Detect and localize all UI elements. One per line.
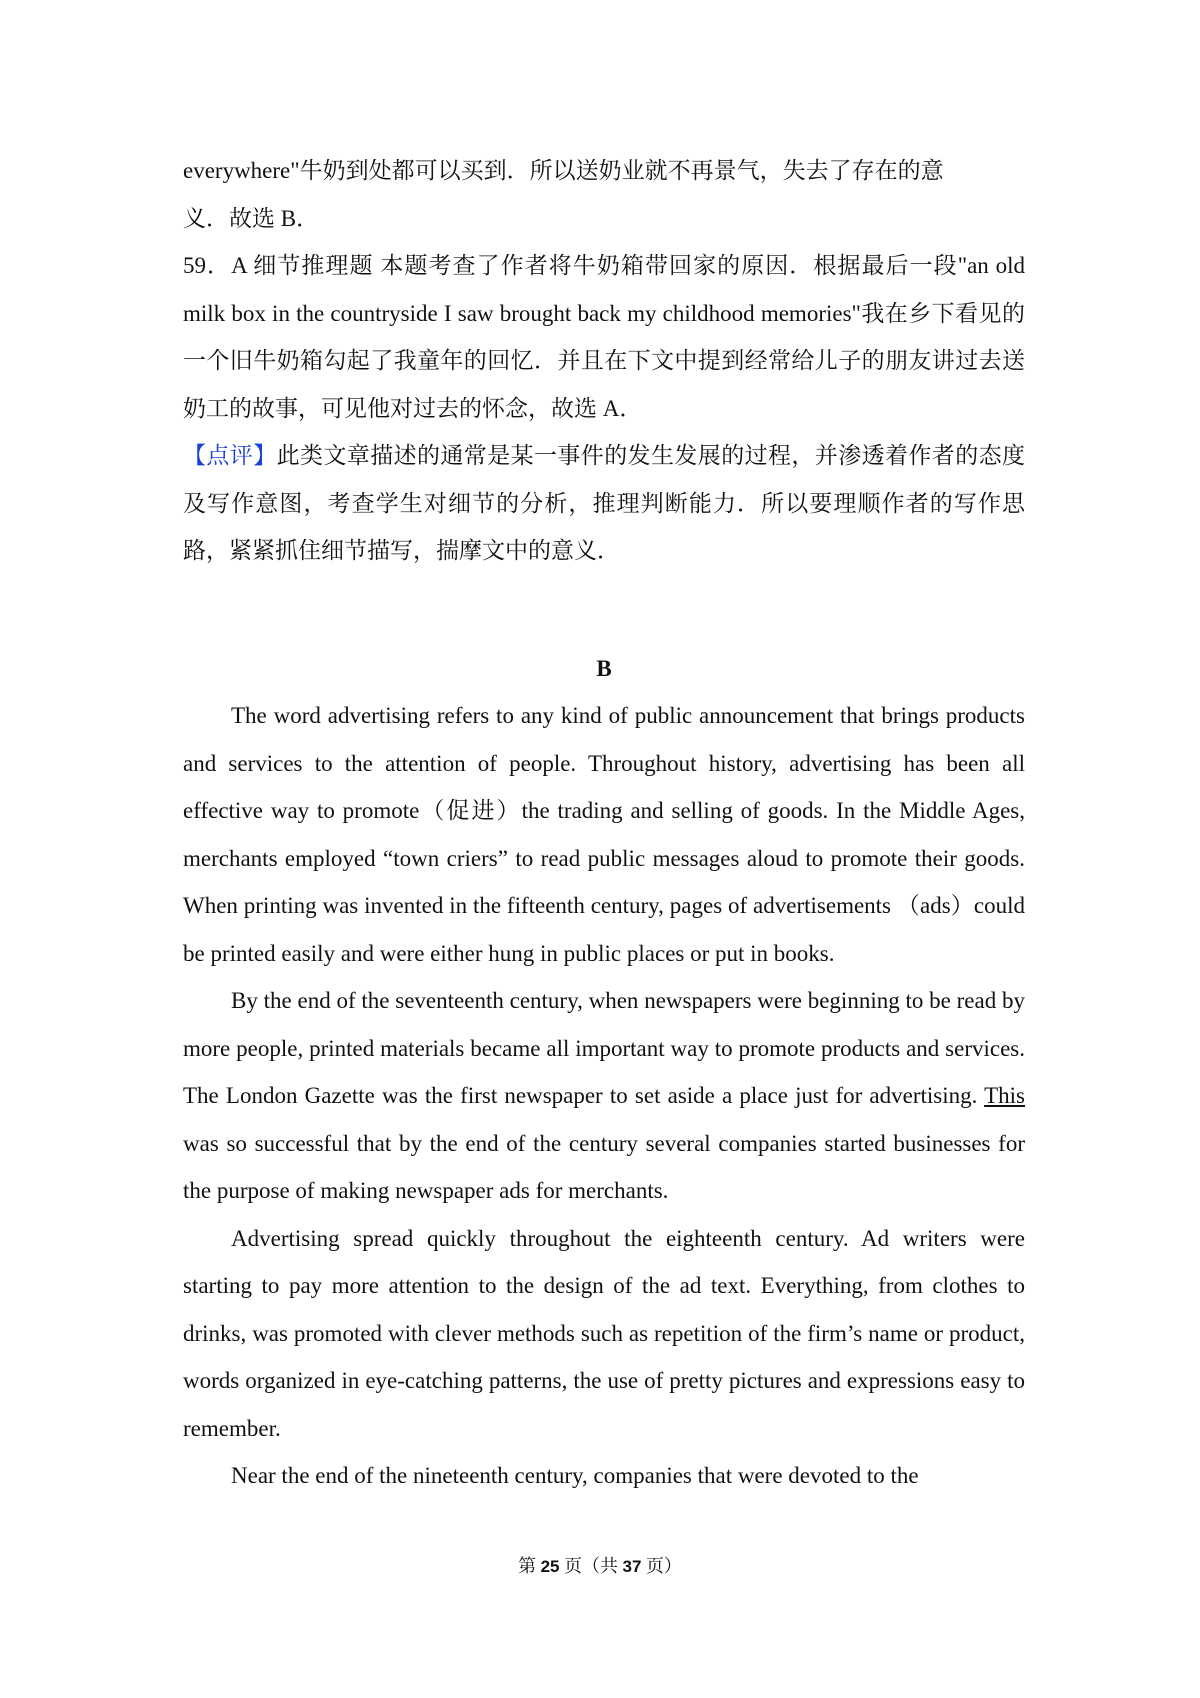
page-number: 25 [540, 1557, 560, 1576]
footer-text: 页（共 [559, 1556, 623, 1576]
underlined-word: This [984, 1083, 1025, 1108]
passage-paragraph-4: Near the end of the nineteenth century, companies that were devoted to the [231, 1463, 919, 1488]
footer-text: 页） [641, 1556, 682, 1576]
page-content [183, 147, 1025, 1500]
spacer [183, 575, 1025, 645]
answer-59: 59．A 细节推理题 本题考查了作者将牛奶箱带回家的原因．根据最后一段"an old milk box in the countryside I saw brought back my childhood memories"我在乡下看见的一个旧牛奶箱勾起了我童年的回忆．并且在下文中提到经常给儿子的朋友讲过去送奶工的故事，可见他对过去的怀念，故选 A． [183, 253, 1025, 421]
comment-paragraph [183, 432, 1025, 575]
analysis-line: 义．故选 B． [183, 205, 320, 231]
section-title: B [596, 655, 612, 681]
passage-paragraph-2 [183, 977, 1025, 1215]
analysis-text [183, 147, 1025, 242]
page-footer [0, 1552, 1200, 1578]
passage-paragraph-3: Advertising spread quickly throughout the eighteenth century. Ad writers were starting to pay more attention to the design of the ad text. Everything, from clothes to drinks, was promoted with clever methods such as repetition of the firm’s name or product, words organized in eye-catching patterns, the use of pretty pictures and expressions easy to remember. [183, 1225, 1025, 1441]
comment-text: 此类文章描述的通常是某一事件的发生发展的过程，并渗透着作者的态度及写作意图，考查学生对细节的分析，推理判断能力．所以要理顺作者的写作思路，紧紧抓住细节描写，揣摩文中的意义． [183, 443, 1026, 563]
passage-text: By the end of the seventeenth century, when newspapers were beginning to be read by more people, printed materials became all important way to promote products and services. The London Gazette was the first newspaper to set aside a place just for advertising. [183, 988, 1025, 1108]
passage-paragraph-1: The word advertising refers to any kind of public announcement that brings products and services to the attention of people. Throughout history, advertising has been all effective way to promote（促进）the trading and selling of goods. In the Middle Ages, merchants employed “town criers” to read public messages aloud to promote their goods. When printing was invented in the fifteenth century, pages of advertisements （ads）could be printed easily and were either hung in public places or put in books. [183, 703, 1025, 966]
analysis-line: everywhere"牛奶到处都可以买到．所以送奶业就不再景气，失去了存在的意 [183, 158, 944, 183]
footer-text: 第 [518, 1556, 541, 1576]
total-pages: 37 [622, 1557, 642, 1576]
comment-label: 【点评】 [183, 443, 277, 468]
passage-text: was so successful that by the end of the century several companies started businesses for the purpose of making newspaper ads for merchants. [183, 1130, 1025, 1203]
